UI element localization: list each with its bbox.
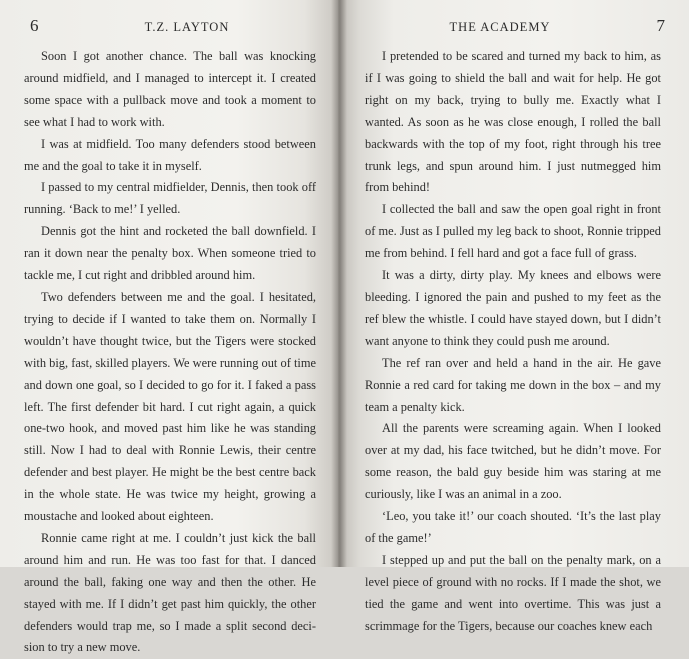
left-header-author: T.Z. LAYTON xyxy=(144,20,230,34)
paragraph: Ronnie came right at me. I couldn’t just kick the ball around him and run. He was too fast for that. I danced around the ball, faking one way and then the other. He stayed with me. If I didn’t get past him quickly, the other defenders would trap me, so I made a split second deci-sion to try a new move. xyxy=(24,530,316,655)
paragraph: I was at midfield. Too many defenders stood between me and the goal to take it in myself. xyxy=(24,136,316,173)
left-page xyxy=(0,0,338,655)
paragraph: It was a dirty, dirty play. My knees and elbows were bleeding. I ignored the pain and pushed to my feet as the ref blew the whistle. I could have stayed down, but I didn’t want anyone to think they could push me around. xyxy=(365,268,661,348)
paragraph: Dennis got the hint and rocketed the ball downfield. I ran it down near the penalty box. When someone tried to tackle me, I cut right and dribbled around him. xyxy=(24,224,316,283)
paragraph: ‘Leo, you take it!’ our coach shouted. ‘It’s the last play of the game!’ xyxy=(365,509,661,545)
paragraph: I passed to my central midfielder, Dennis, then took off running. ‘Back to me!’ I yelled. xyxy=(24,180,316,217)
right-page-number: 7 xyxy=(656,16,665,35)
paragraph: I collected the ball and saw the open goal right in front of me. Just as I pulled my leg back to shoot, Ronnie tripped me from behind. I fell hard and got a face full of grass. xyxy=(365,202,661,261)
right-running-head xyxy=(365,0,669,44)
left-running-head xyxy=(24,0,330,44)
left-page-number: 6 xyxy=(30,16,39,35)
right-header-title: THE ACADEMY xyxy=(449,20,551,34)
paragraph: Two defenders between me and the goal. I hesitated, trying to decide if I wanted to take them on. Normally I wouldn’t have thought twice, but the Tigers were stocked with big, fast, skilled players. We were running out of time and down one goal, so I decided to go for it. I faked a pass left. The first defender bit hard. I cut right again, a quick one-two hook, and moved past him like he was standing still. Now I had to deal with Ronnie Lewis, their centre defender and best player. He might be the best centre back in the whole state. He was twice my height, growing a moustache and looked about eighteen. xyxy=(24,289,316,524)
paragraph: I stepped up and put the ball on the penalty mark, on a level piece of ground with no rocks. If I made the shot, we tied the game and went into overtime. This was just a scrimmage for the Tigers, because our coaches knew each xyxy=(365,552,661,633)
right-page xyxy=(338,0,689,633)
paragraph: I pretended to be scared and turned my back to him, as if I was going to shield the ball and wait for help. He got right on my back, trying to bully me. Exactly what I wanted. As soon as he was close enough, I rolled the ball backwards with the top of my foot, right through his tree trunk legs, and spun around him. I just nutmegged him from behind! xyxy=(365,49,661,195)
paragraph: The ref ran over and held a hand in the air. He gave Ronnie a red card for taking me down in the box – and my team a penalty kick. xyxy=(365,355,661,414)
paragraph: All the parents were screaming again. When I looked over at my dad, his face twitched, but he didn’t move. For some reason, the bald guy beside him was staring at me curiously, like I was an animal in a zoo. xyxy=(365,421,661,502)
paragraph: Soon I got another chance. The ball was knocking around midfield, and I managed to intercept it. I created some space with a pullback move and took a moment to see what I had to work with. xyxy=(24,49,316,129)
right-body-text xyxy=(365,44,661,637)
